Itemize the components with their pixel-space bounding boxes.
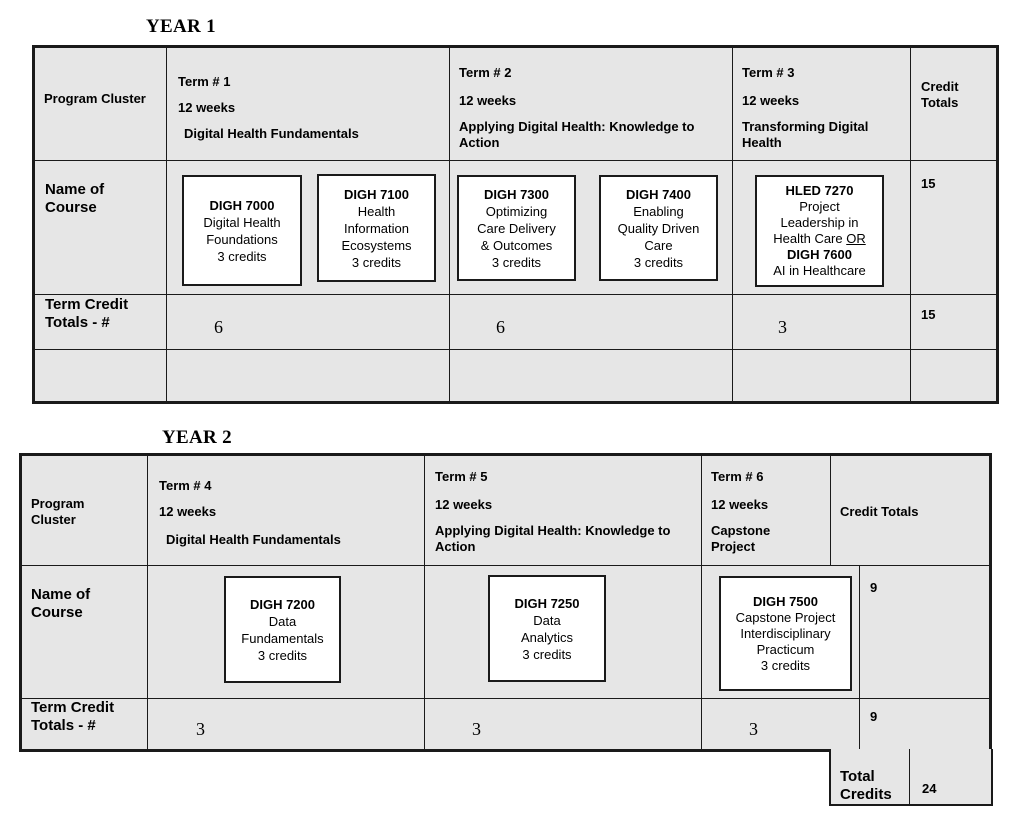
total-credits-box [829, 749, 993, 806]
term-4-credits: 3 [148, 699, 425, 749]
term-2-header: Term # 2 12 weeks Applying Digital Health: Knowledge to Action [450, 48, 733, 161]
program-cluster-header: Program Cluster [35, 48, 167, 161]
year1-heading: YEAR 1 [146, 16, 216, 37]
empty-cell [733, 350, 911, 401]
course-card-digh-7400: DIGH 7400 Enabling Quality Driven Care 3 credits [599, 175, 718, 281]
term-1-courses [167, 161, 450, 295]
term-1-credits: 6 [167, 295, 450, 350]
course-card-digh-7300: DIGH 7300 Optimizing Care Delivery & Outcomes 3 credits [457, 175, 576, 281]
term-6-courses [702, 566, 860, 699]
term-3-header: Term # 3 12 weeks Transforming Digital Health [733, 48, 911, 161]
empty-cell [911, 350, 996, 401]
term-6-credits: 3 [702, 699, 860, 749]
term-credit-totals-label: Term Credit Totals - # [35, 295, 167, 350]
empty-cell [450, 350, 733, 401]
year2-course-credit-total: 9 [860, 566, 989, 699]
course-card-digh-7000: DIGH 7000 Digital Health Foundations 3 credits [182, 175, 302, 286]
course-card-digh-7500: DIGH 7500 Capstone Project Interdisciplinary Practicum 3 credits [719, 576, 852, 691]
term-5-credits: 3 [425, 699, 702, 749]
term-3-courses [733, 161, 911, 295]
term-2-credits: 6 [450, 295, 733, 350]
term-6-header: Term # 6 12 weeks Capstone Project [702, 456, 831, 566]
program-cluster-header: Program Cluster [22, 456, 148, 566]
year2-term-credit-total: 9 [860, 699, 989, 749]
course-card-digh-7200: DIGH 7200 Data Fundamentals 3 credits [224, 576, 341, 683]
name-of-course-label: Name of Course [35, 161, 167, 295]
credit-totals-header: Credit Totals [911, 48, 996, 161]
total-credits-label: Total Credits [831, 749, 910, 804]
term-5-courses [425, 566, 702, 699]
term-2-courses [450, 161, 733, 295]
course-card-digh-7100: DIGH 7100 Health Information Ecosystems 3 credits [317, 174, 436, 282]
year2-table [19, 453, 992, 752]
credit-totals-header: Credit Totals [831, 456, 989, 566]
empty-cell [167, 350, 450, 401]
term-4-courses [148, 566, 425, 699]
course-card-digh-7250: DIGH 7250 Data Analytics 3 credits [488, 575, 606, 682]
empty-cell [35, 350, 167, 401]
term-1-header: Term # 1 12 weeks Digital Health Fundamentals [167, 48, 450, 161]
term-3-credits: 3 [733, 295, 911, 350]
name-of-course-label: Name of Course [22, 566, 148, 699]
total-credits-value: 24 [922, 781, 937, 796]
term-credit-totals-label: Term Credit Totals - # [22, 699, 148, 749]
term-5-header: Term # 5 12 weeks Applying Digital Health: Knowledge to Action [425, 456, 702, 566]
term-4-header: Term # 4 12 weeks Digital Health Fundamentals [148, 456, 425, 566]
year2-heading: YEAR 2 [162, 427, 232, 448]
course-card-hled-7270-or-digh-7600: HLED 7270 Project Leadership in Health Care OR DIGH 7600 AI in Healthcare [755, 175, 884, 287]
year1-course-credit-total: 15 [911, 161, 996, 295]
year1-term-credit-total: 15 [911, 295, 996, 350]
year1-table [32, 45, 999, 404]
